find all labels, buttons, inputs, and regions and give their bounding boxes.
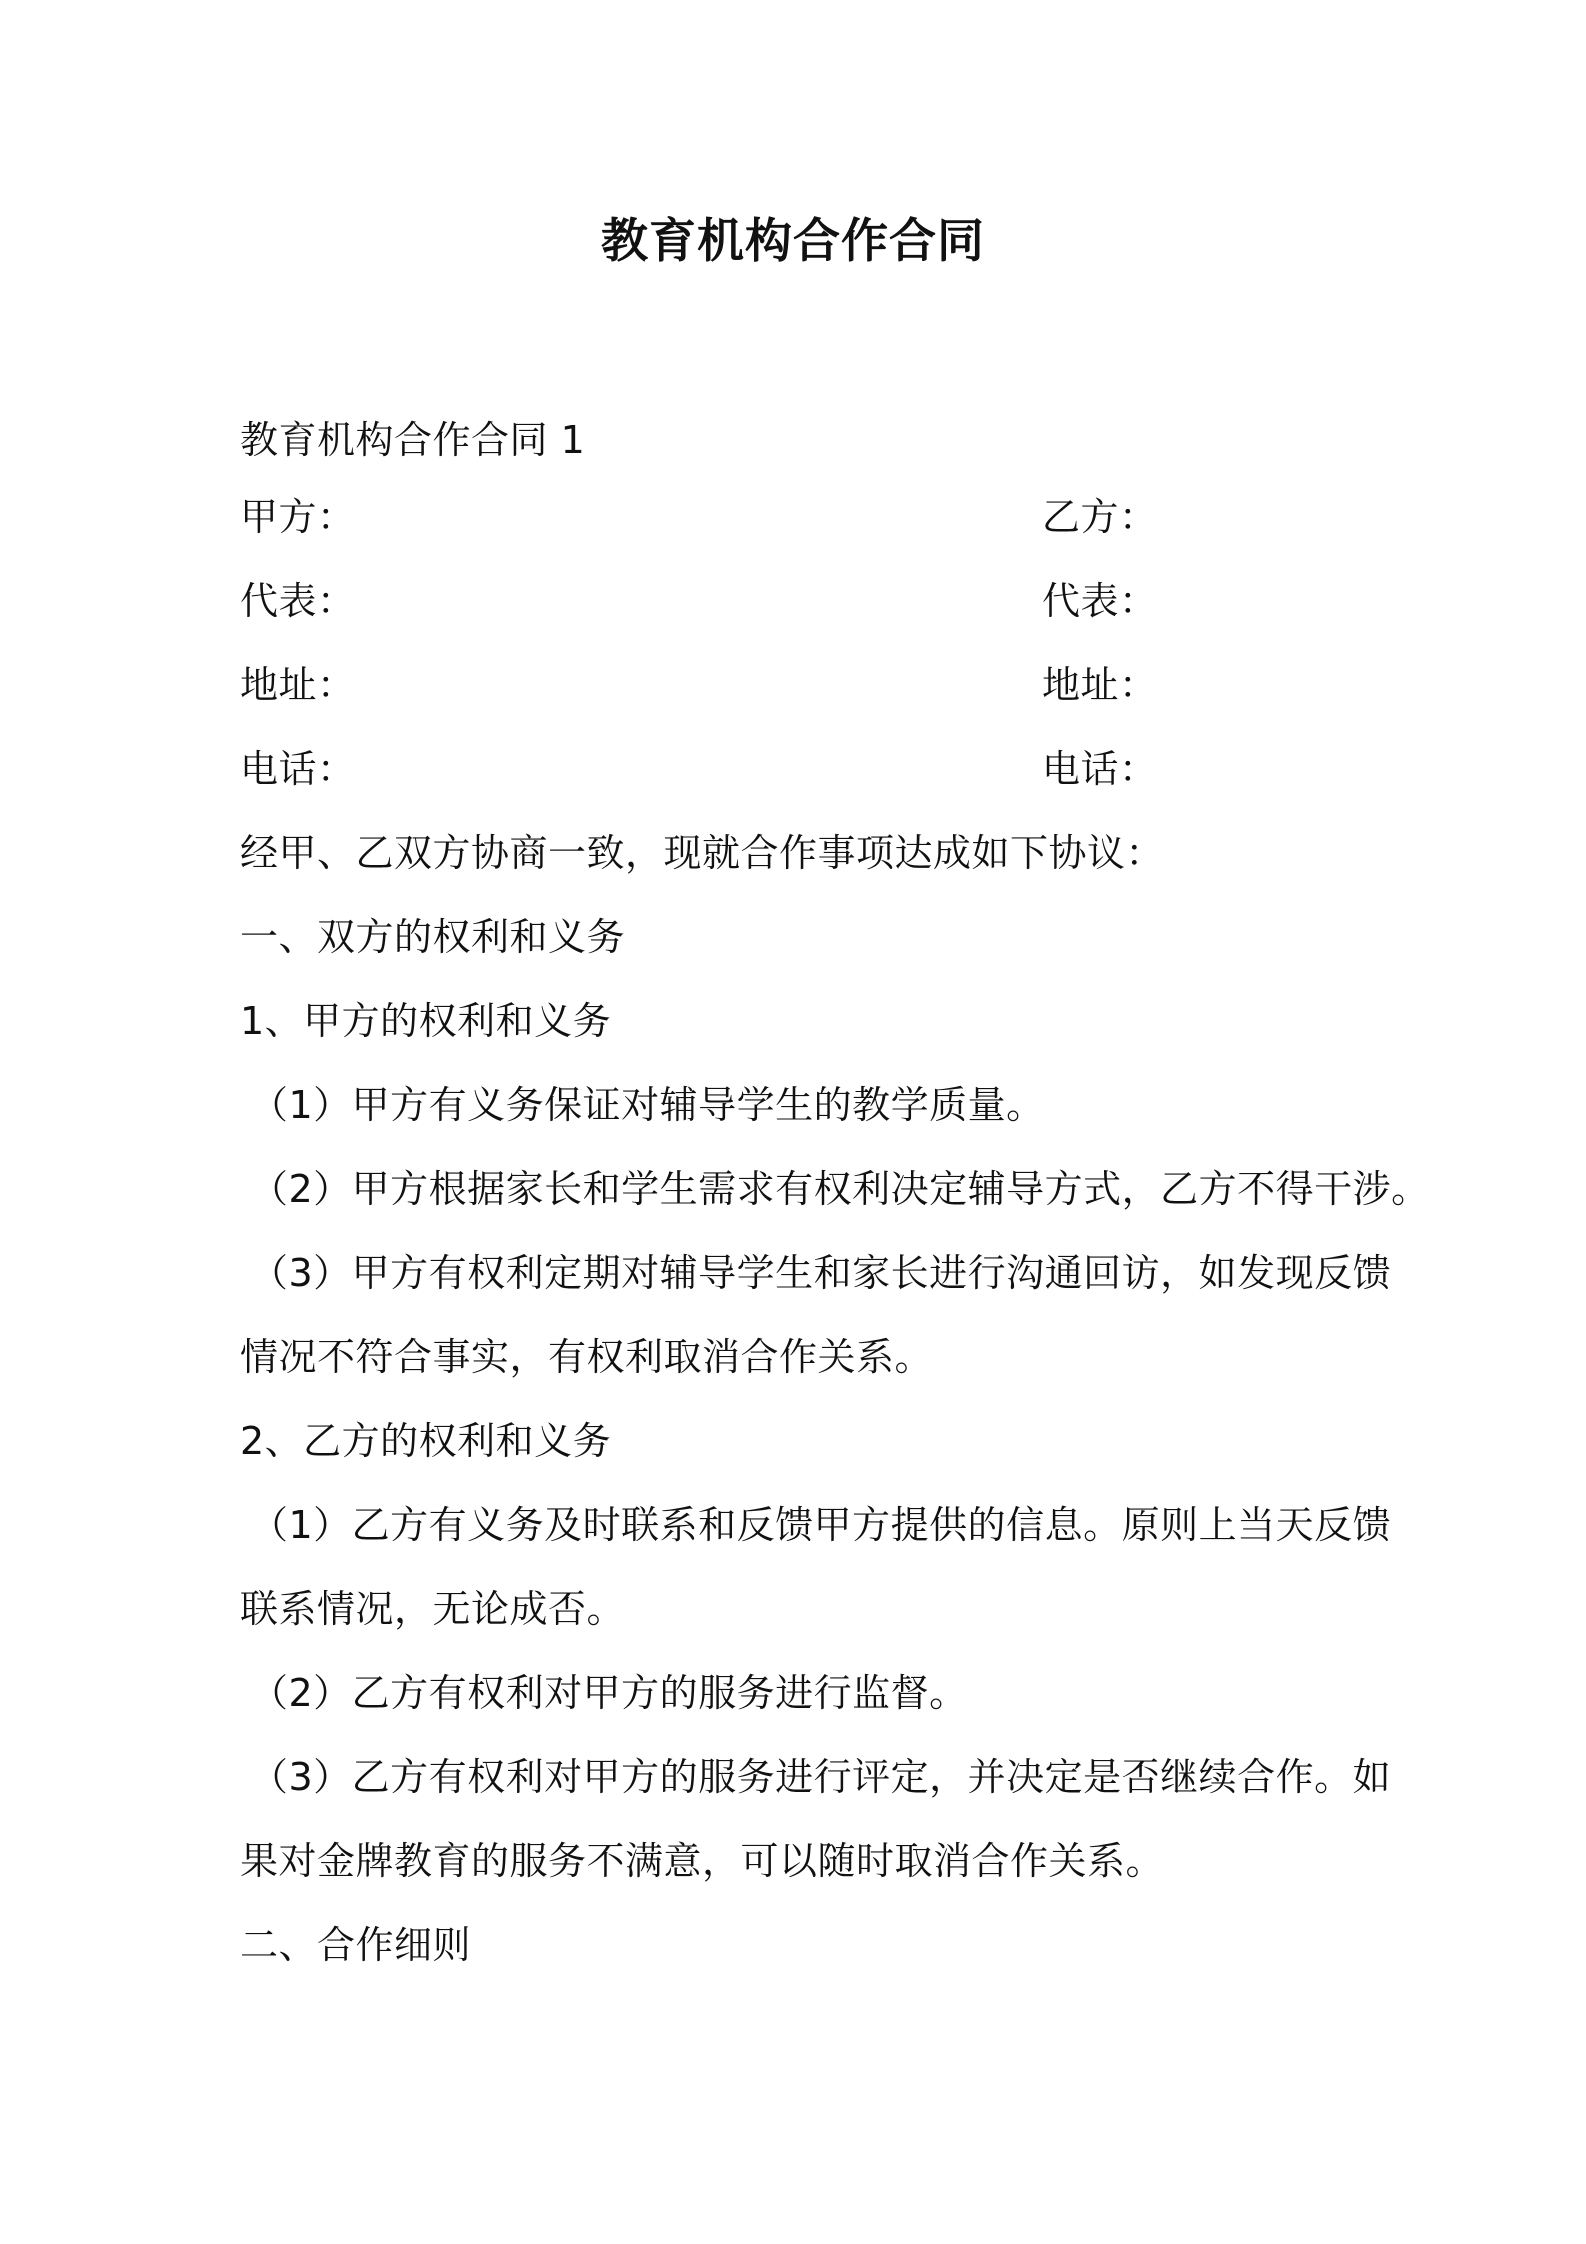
document-title: 教育机构合作合同: [601, 214, 985, 269]
party-b-item: （1）乙方有义务及时联系和反馈甲方提供的信息。原则上当天反馈: [250, 1503, 1392, 1547]
party-b-item-continuation: 联系情况，无论成否。: [240, 1587, 626, 1631]
section-heading-cooperation: 二、合作细则: [240, 1923, 472, 1967]
party-row-phone: [240, 744, 1158, 794]
party-b-phone-label: 电话：: [1042, 747, 1158, 791]
party-a-item: （2）甲方根据家长和学生需求有权利决定辅导方式，乙方不得干涉。: [250, 1167, 1430, 1211]
intro-paragraph: 经甲、乙双方协商一致，现就合作事项达成如下协议：: [240, 831, 1165, 875]
party-a-heading: 1、甲方的权利和义务: [240, 999, 612, 1043]
party-a-item-continuation: 情况不符合事实，有权利取消合作关系。: [240, 1335, 934, 1379]
party-row-address: [240, 660, 1158, 710]
party-a-item: （1）甲方有义务保证对辅导学生的教学质量。: [250, 1083, 1045, 1127]
party-row-name: [240, 492, 1158, 542]
party-row-representative: [240, 576, 1158, 626]
document-subtitle: 教育机构合作合同 1: [240, 418, 586, 462]
party-b-address-label: 地址：: [1042, 663, 1158, 707]
party-b-heading: 2、乙方的权利和义务: [240, 1419, 612, 1463]
party-b-item: （3）乙方有权利对甲方的服务进行评定，并决定是否继续合作。如: [250, 1755, 1392, 1799]
party-b-item-continuation: 果对金牌教育的服务不满意，可以随时取消合作关系。: [240, 1839, 1165, 1883]
party-a-phone-label: 电话：: [240, 747, 356, 791]
party-a-item: （3）甲方有权利定期对辅导学生和家长进行沟通回访，如发现反馈: [250, 1251, 1392, 1295]
party-a-representative-label: 代表：: [240, 579, 356, 623]
party-b-name-label: 乙方：: [1042, 495, 1158, 539]
party-b-representative-label: 代表：: [1042, 579, 1158, 623]
section-heading-rights: 一、双方的权利和义务: [240, 915, 626, 959]
party-a-name-label: 甲方：: [240, 495, 356, 539]
party-a-address-label: 地址：: [240, 663, 356, 707]
party-b-item: （2）乙方有权利对甲方的服务进行监督。: [250, 1671, 968, 1715]
